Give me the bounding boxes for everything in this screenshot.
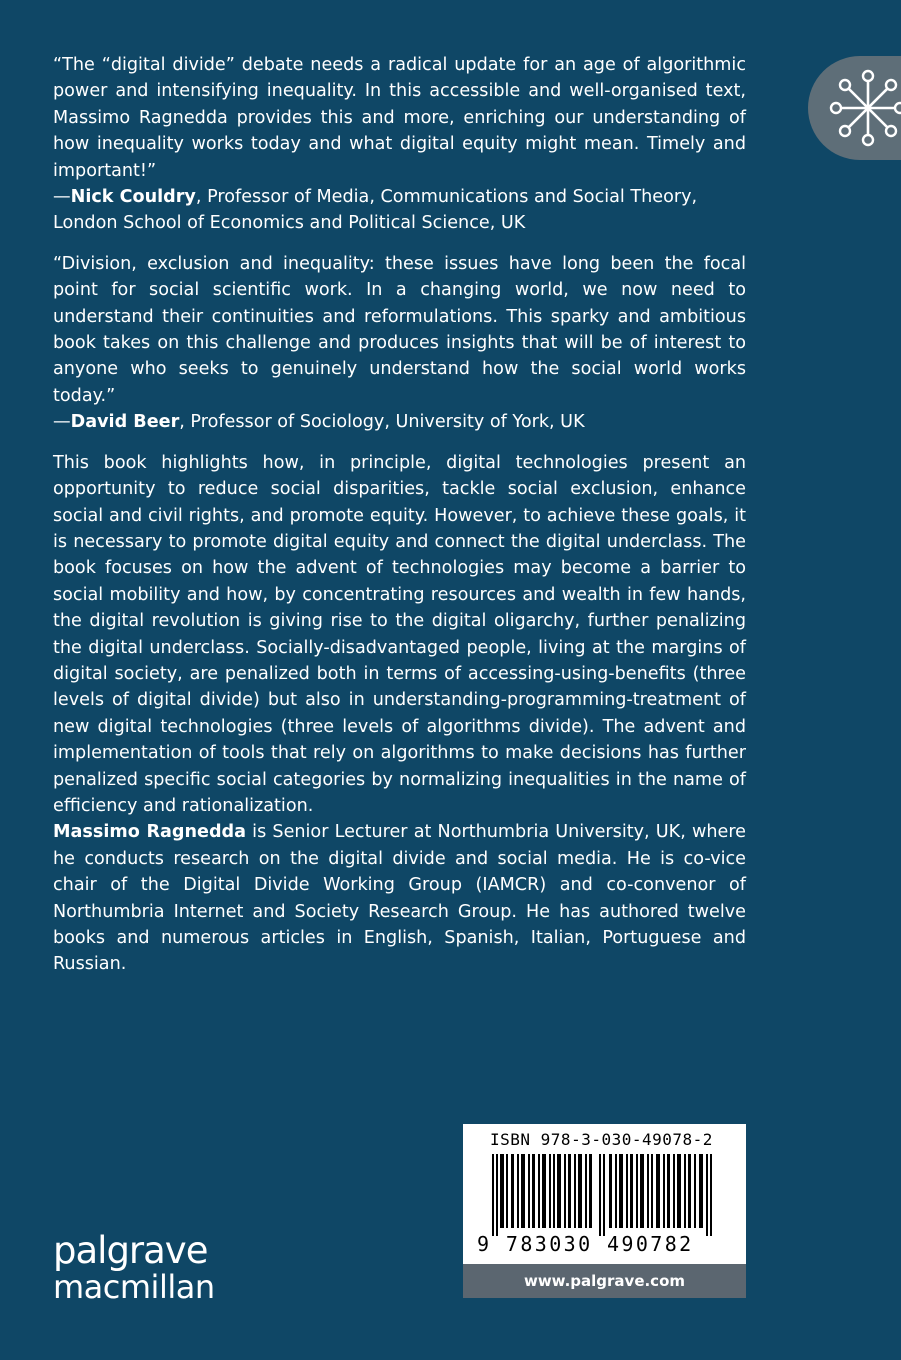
isbn-barcode-box — [463, 1124, 746, 1298]
isbn-digits: 9 783030 490782 — [477, 1232, 694, 1256]
endorsement-quote: “Division, exclusion and inequality: these issues have long been the focal point for social scientific work. In a changing world, we now need to understand their continuities and reformulations. This sparky and ambitious book takes on this challenge and produces insights that will be of interest to anyone who seeks to genuinely understand how the social world works today.” — [53, 253, 746, 406]
barcode-icon — [490, 1154, 722, 1236]
book-description: This book highlights how, in principle, digital technologies present an opportunity to reduce social disparities, tackle social exclusion, enhance social and civil rights, and promote equity. However, to achieve these goals, it is necessary to promote digital equity and connect the digital underclass. The book focuses on how the advent of technologies may become a barrier to social mobility and how, by concentrating resources and wealth in few hands, the digital revolution is giving rise to the digital oligarchy, further penalizing the digital underclass. Socially-disadvantaged people, living at the margins of digital society, are penalized both in terms of accessing-using-benefits (three levels of digital divide) but also in understanding-programming-treatment of new digital technologies (three levels of algorithms divide). The advent and implementation of tools that rely on algorithms to make decisions has further penalized specific social categories by normalizing inequalities in the name of efficiency and rationalization. — [53, 452, 746, 816]
publisher-url: www.palgrave.com — [463, 1264, 746, 1298]
author-bio — [53, 819, 746, 977]
author-name: Massimo Ragnedda — [53, 822, 247, 843]
endorsement-quote: “The “digital divide” debate needs a radical update for an age of algorithmic power and intensifying inequality. In this accessible and well-organised text, Massimo Ragnedda provides this and more, enriching our understanding of how inequality works today and what digital equity might mean. Timely and important!” — [53, 55, 746, 181]
publisher-name-line2: macmillan — [53, 1268, 215, 1306]
palgrave-pivot-star-icon — [828, 68, 901, 148]
publisher-logo — [53, 1229, 215, 1306]
endorser-affiliation: , Professor of Sociology, University of York, UK — [179, 412, 585, 433]
endorsement-attribution: —Nick Couldry, Professor of Media, Communications and Social Theory, London School of Economics and Political Science, UK — [53, 187, 698, 234]
endorser-affiliation: , Professor of Media, Communications and Social Theory, London School of Economics and Political Science, UK — [53, 187, 698, 234]
isbn-label: ISBN 978-3-030-49078-2 — [490, 1130, 713, 1149]
author-bio-text: is Senior Lecturer at Northumbria University, UK, where he conducts research on the digital divide and social media. He is co-vice chair of the Digital Divide Working Group (IAMCR) and co-convenor of Northumbria Internet and Society Research Group. He has authored twelve books and numerous articles in English, Spanish, Italian, Portuguese and Russian. — [53, 822, 746, 975]
endorser-name: Nick Couldry — [70, 187, 196, 208]
endorser-name: David Beer — [70, 412, 180, 433]
endorsement-beer — [53, 251, 746, 436]
publisher-name-line1: palgrave — [53, 1229, 208, 1272]
back-cover-text — [53, 52, 746, 978]
endorsement-couldry — [53, 52, 746, 237]
endorsement-attribution: —David Beer, Professor of Sociology, University of York, UK — [53, 412, 585, 433]
series-logo-tab — [808, 56, 901, 160]
